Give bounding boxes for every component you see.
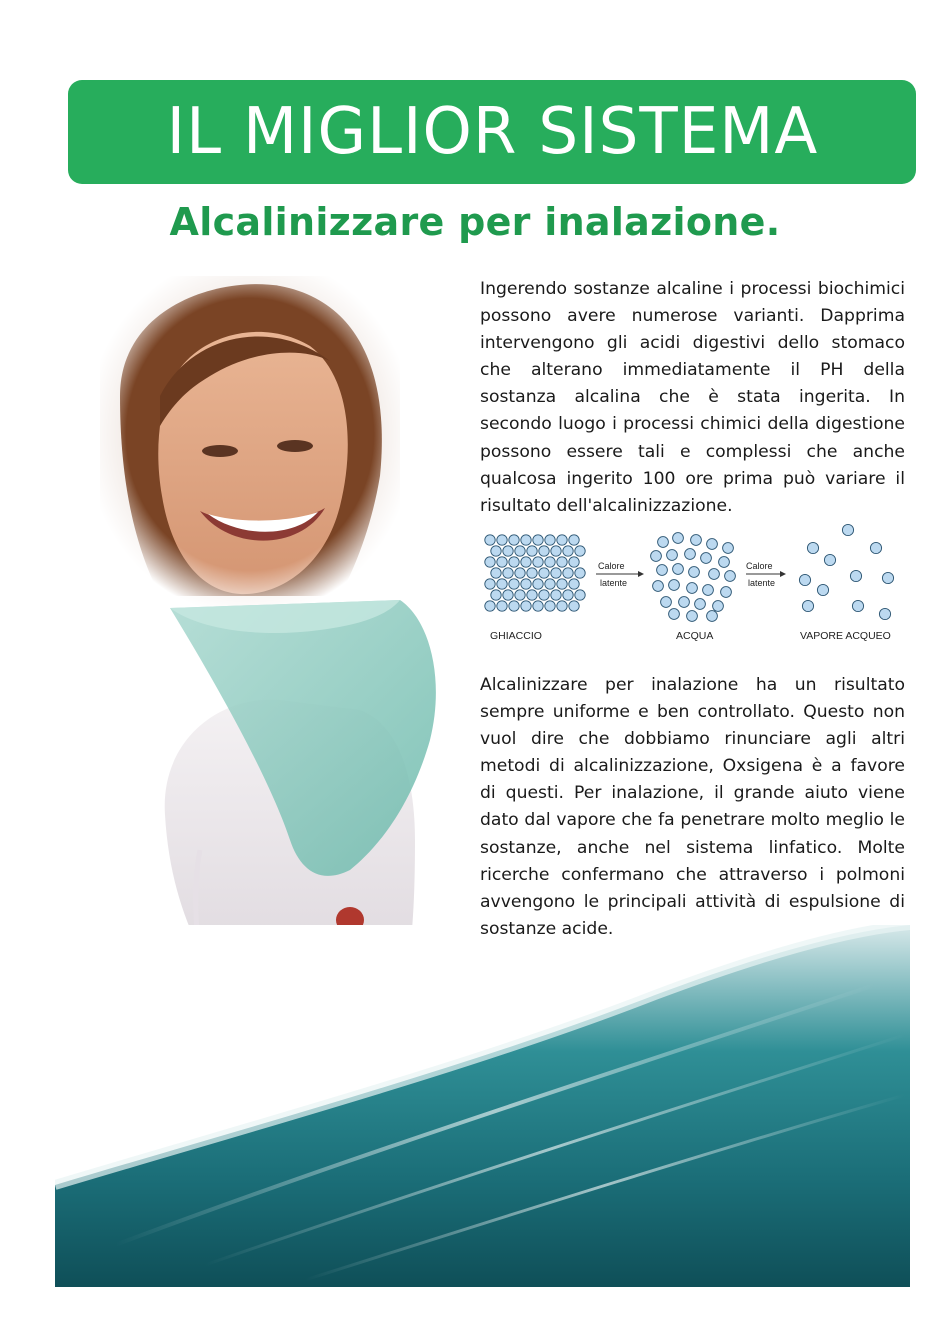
vapor-molecule [879, 608, 890, 619]
ice-molecule [485, 579, 495, 589]
ice-molecule [557, 579, 567, 589]
arrow-2 [746, 561, 786, 588]
ice-molecule [563, 590, 573, 600]
water-molecule [707, 611, 718, 622]
ice-molecule [521, 601, 531, 611]
water-molecule [725, 571, 736, 582]
ice-molecule [509, 535, 519, 545]
water-molecule [658, 537, 669, 548]
water-molecule [695, 599, 706, 610]
ice-molecule [509, 579, 519, 589]
ice-molecule [575, 590, 585, 600]
water-molecule [657, 565, 668, 576]
water-molecule [685, 549, 696, 560]
arrow-2-label-line2: latente [748, 578, 776, 588]
ice-molecule [557, 557, 567, 567]
ice-molecule [563, 546, 573, 556]
ice-molecule [569, 535, 579, 545]
ice-molecule [557, 601, 567, 611]
water-molecule [669, 580, 680, 591]
page-title: IL MIGLIOR SISTEMA [166, 95, 818, 169]
vapor-molecule [824, 554, 835, 565]
water-molecule [723, 543, 734, 554]
water-molecule [707, 539, 718, 550]
ice-molecule [515, 568, 525, 578]
ice-molecule [551, 590, 561, 600]
ice-molecule [521, 579, 531, 589]
water-molecule [669, 609, 680, 620]
vapor-molecule [882, 572, 893, 583]
water-molecule [673, 564, 684, 575]
water-molecule [661, 597, 672, 608]
ice-molecule [491, 590, 501, 600]
ice-molecules [485, 535, 585, 611]
ice-molecule [515, 590, 525, 600]
ice-molecule [485, 557, 495, 567]
ice-molecule [563, 568, 573, 578]
ice-molecule [521, 557, 531, 567]
water-molecules [651, 533, 736, 622]
intro-paragraph: Ingerendo sostanze alcaline i processi biochimici possono avere numerose varianti. Dapprima intervengono gli acidi digestivi dello stomaco che alterano immediatamente il PH della sostanza alcalina che è stata ingerita. In secondo luogo i processi chimici della digestione possono essere tali e complessi che anche qualcosa ingerito 100 ore prima può variare il risultato dell'alcalinizzazione. [480, 279, 905, 516]
ice-molecule [497, 535, 507, 545]
vapor-molecule [850, 570, 861, 581]
label-vapore-acqueo: VAPORE ACQUEO [800, 630, 891, 642]
arrow-2-label-line1: Calore [746, 561, 773, 571]
ice-molecule [533, 557, 543, 567]
water-molecule [687, 583, 698, 594]
ice-molecule [533, 601, 543, 611]
ice-molecule [545, 535, 555, 545]
ice-molecule [497, 601, 507, 611]
ice-molecule [539, 546, 549, 556]
ice-molecule [551, 546, 561, 556]
water-molecule [709, 569, 720, 580]
ice-molecule [533, 535, 543, 545]
vapor-molecule [802, 600, 813, 611]
ice-molecule [557, 535, 567, 545]
ice-molecule [533, 579, 543, 589]
arrow-1-label-line1: Calore [598, 561, 625, 571]
ice-molecule [515, 546, 525, 556]
vapor-molecule [870, 542, 881, 553]
woman-face-image [100, 276, 400, 606]
vapor-molecule [817, 584, 828, 595]
ice-molecule [569, 579, 579, 589]
water-molecule [653, 581, 664, 592]
ice-molecule [569, 557, 579, 567]
water-molecule [703, 585, 714, 596]
vapor-molecule [842, 524, 853, 535]
ice-molecule [575, 568, 585, 578]
ice-molecule [539, 590, 549, 600]
ice-molecule [509, 601, 519, 611]
ice-molecule [569, 601, 579, 611]
ice-molecule [545, 579, 555, 589]
arrow-1-label-line2: latente [600, 578, 628, 588]
water-molecule [721, 587, 732, 598]
ice-molecule [527, 546, 537, 556]
ice-molecule [527, 568, 537, 578]
water-molecule [667, 550, 678, 561]
ice-molecule [485, 601, 495, 611]
water-molecule [701, 553, 712, 564]
ice-molecule [503, 546, 513, 556]
ice-molecule [491, 568, 501, 578]
vapor-molecule [807, 542, 818, 553]
inhalation-paragraph: Alcalinizzare per inalazione ha un risultato sempre uniforme e ben controllato. Questo non vuol dire che dobbiamo rinunciare agli altri metodi di alcalinizzazione, Oxsigena è a favore di questi. Per inalazione, il grande aiuto viene dato dal vapore che fa penetrare molto meglio le sostanze, anche nel sistema linfatico. Molte ricerche confermano che attraverso i polmoni avvengono le principali attività di espulsione di sostanze acide. [480, 675, 905, 939]
water-molecule [687, 611, 698, 622]
ice-molecule [527, 590, 537, 600]
water-molecule [673, 533, 684, 544]
arrow-1 [596, 561, 644, 588]
ice-molecule [491, 546, 501, 556]
water-molecule [679, 597, 690, 608]
ice-molecule [497, 557, 507, 567]
ice-molecule [545, 601, 555, 611]
ice-molecule [545, 557, 555, 567]
ice-molecule [539, 568, 549, 578]
ice-molecule [509, 557, 519, 567]
title-banner [68, 80, 916, 184]
water-molecule [691, 535, 702, 546]
water-molecule [719, 557, 730, 568]
water-states-diagram [478, 522, 908, 652]
water-molecule [689, 567, 700, 578]
water-molecule [713, 601, 724, 612]
label-ghiaccio: GHIACCIO [490, 630, 542, 642]
ice-molecule [497, 579, 507, 589]
vapor-molecule [799, 574, 810, 585]
ice-molecule [551, 568, 561, 578]
ice-molecule [485, 535, 495, 545]
water-top-left-mask [55, 925, 465, 1045]
ice-molecule [575, 546, 585, 556]
water-molecule [651, 551, 662, 562]
ice-molecule [503, 568, 513, 578]
vapor-molecule [852, 600, 863, 611]
ice-molecule [521, 535, 531, 545]
ice-molecule [503, 590, 513, 600]
vapor-molecules [799, 524, 893, 619]
label-acqua: ACQUA [676, 630, 714, 642]
page-subtitle: Alcalinizzare per inalazione. [169, 200, 781, 244]
